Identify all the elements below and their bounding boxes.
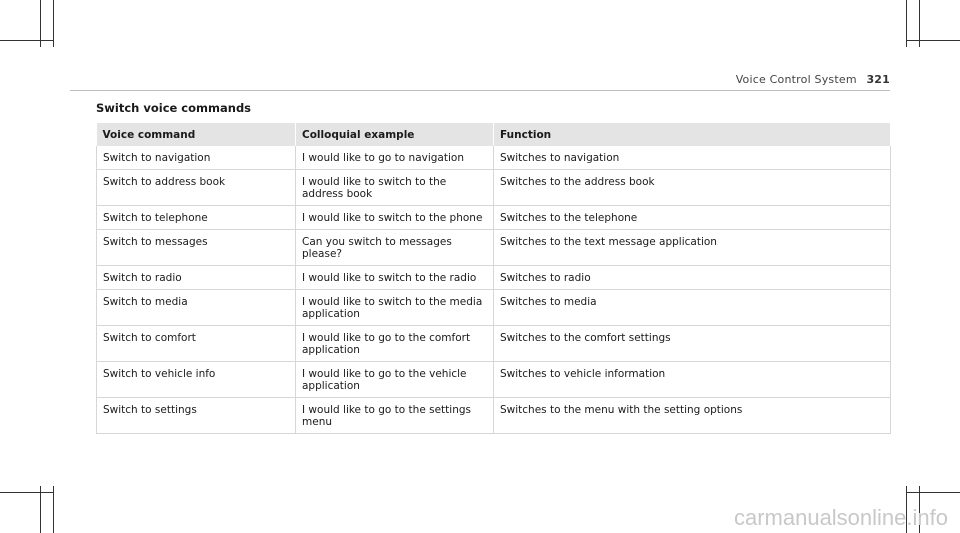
function-cell: Switches to the address book [494, 170, 891, 206]
table-body [97, 146, 891, 434]
header-rule [70, 90, 890, 91]
colloquial-example-cell: I would like to go to navigation [296, 146, 494, 170]
table-row [97, 290, 891, 326]
voice-command-cell: Switch to messages [97, 230, 296, 266]
colloquial-example-cell: I would like to switch to the phone [296, 206, 494, 230]
table-row [97, 362, 891, 398]
function-cell: Switches to radio [494, 266, 891, 290]
function-cell: Switches to navigation [494, 146, 891, 170]
function-cell: Switches to the text message application [494, 230, 891, 266]
header-section: Voice Control System [735, 73, 857, 86]
colloquial-example-cell: I would like to go to the settings menu [296, 398, 494, 434]
table-row [97, 206, 891, 230]
table-row [97, 146, 891, 170]
crop-mark [53, 486, 54, 533]
watermark: carmanualsonline.info [733, 505, 948, 530]
page-header [736, 73, 890, 86]
section-title: Switch voice commands [96, 101, 252, 115]
table-row [97, 326, 891, 362]
crop-mark [0, 492, 53, 493]
table-row [97, 398, 891, 434]
column-header: Function [494, 123, 891, 146]
table-row [97, 230, 891, 266]
colloquial-example-cell: I would like to switch to the address book [296, 170, 494, 206]
function-cell: Switches to the comfort settings [494, 326, 891, 362]
table-row [97, 170, 891, 206]
colloquial-example-cell: I would like to go to the comfort application [296, 326, 494, 362]
colloquial-example-cell: I would like to switch to the radio [296, 266, 494, 290]
table-header-row [97, 123, 891, 146]
voice-command-cell: Switch to vehicle info [97, 362, 296, 398]
voice-command-cell: Switch to address book [97, 170, 296, 206]
column-header: Voice command [97, 123, 296, 146]
voice-command-cell: Switch to media [97, 290, 296, 326]
colloquial-example-cell: I would like to switch to the media application [296, 290, 494, 326]
crop-mark [53, 0, 54, 47]
page-number: 321 [866, 73, 890, 86]
function-cell: Switches to vehicle information [494, 362, 891, 398]
function-cell: Switches to the menu with the setting options [494, 398, 891, 434]
voice-command-cell: Switch to radio [97, 266, 296, 290]
voice-command-cell: Switch to telephone [97, 206, 296, 230]
crop-mark [0, 40, 53, 41]
colloquial-example-cell: I would like to go to the vehicle application [296, 362, 494, 398]
function-cell: Switches to the telephone [494, 206, 891, 230]
crop-mark [40, 486, 41, 533]
crop-mark [906, 492, 960, 493]
voice-command-cell: Switch to settings [97, 398, 296, 434]
crop-mark [906, 40, 960, 41]
voice-commands-table [96, 123, 891, 434]
table-row [97, 266, 891, 290]
voice-command-cell: Switch to comfort [97, 326, 296, 362]
colloquial-example-cell: Can you switch to messages please? [296, 230, 494, 266]
column-header: Colloquial example [296, 123, 494, 146]
function-cell: Switches to media [494, 290, 891, 326]
voice-command-cell: Switch to navigation [97, 146, 296, 170]
